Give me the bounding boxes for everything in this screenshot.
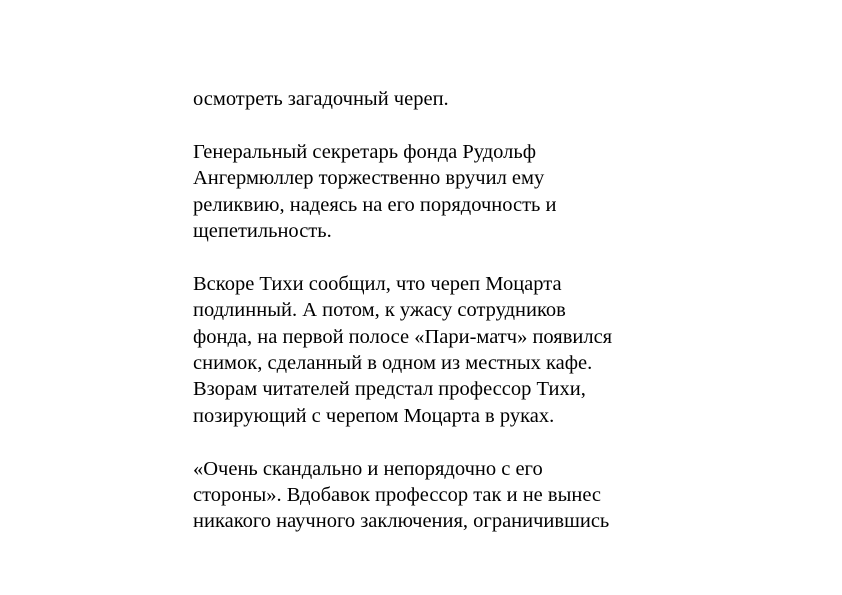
text-line: фонда, на первой полосе «Пари-матч» появился: [193, 325, 613, 348]
text-line: реликвию, надеясь на его порядочность и: [193, 193, 557, 216]
text-line: стороны». Вдобавок профессор так и не вынес: [193, 484, 602, 507]
paragraph-4: [193, 456, 663, 535]
text-line: осмотреть загадочный череп.: [193, 88, 449, 110]
paragraph-2: [193, 139, 663, 245]
text-line: Ангермюллер торжественно вручил ему: [193, 167, 545, 190]
paragraph-1: [193, 86, 663, 112]
text-line: позирующий с черепом Моцарта в руках.: [193, 404, 555, 427]
text-line: никакого научного заключения, ограничившись: [193, 510, 610, 533]
text-line: Взорам читателей предстал профессор Тихи,: [193, 378, 586, 401]
text-line: Генеральный секретарь фонда Рудольф: [193, 140, 536, 163]
text-line: «Очень скандально и непорядочно с его: [193, 457, 543, 480]
text-line: Вскоре Тихи сообщил, что череп Моцарта: [193, 272, 562, 295]
text-line: подлинный. А потом, к ужасу сотрудников: [193, 299, 566, 322]
text-line: щепетильность.: [193, 220, 332, 243]
paragraph-3: [193, 271, 663, 429]
text-line: снимок, сделанный в одном из местных кафе.: [193, 352, 593, 375]
document-body: [193, 86, 663, 561]
